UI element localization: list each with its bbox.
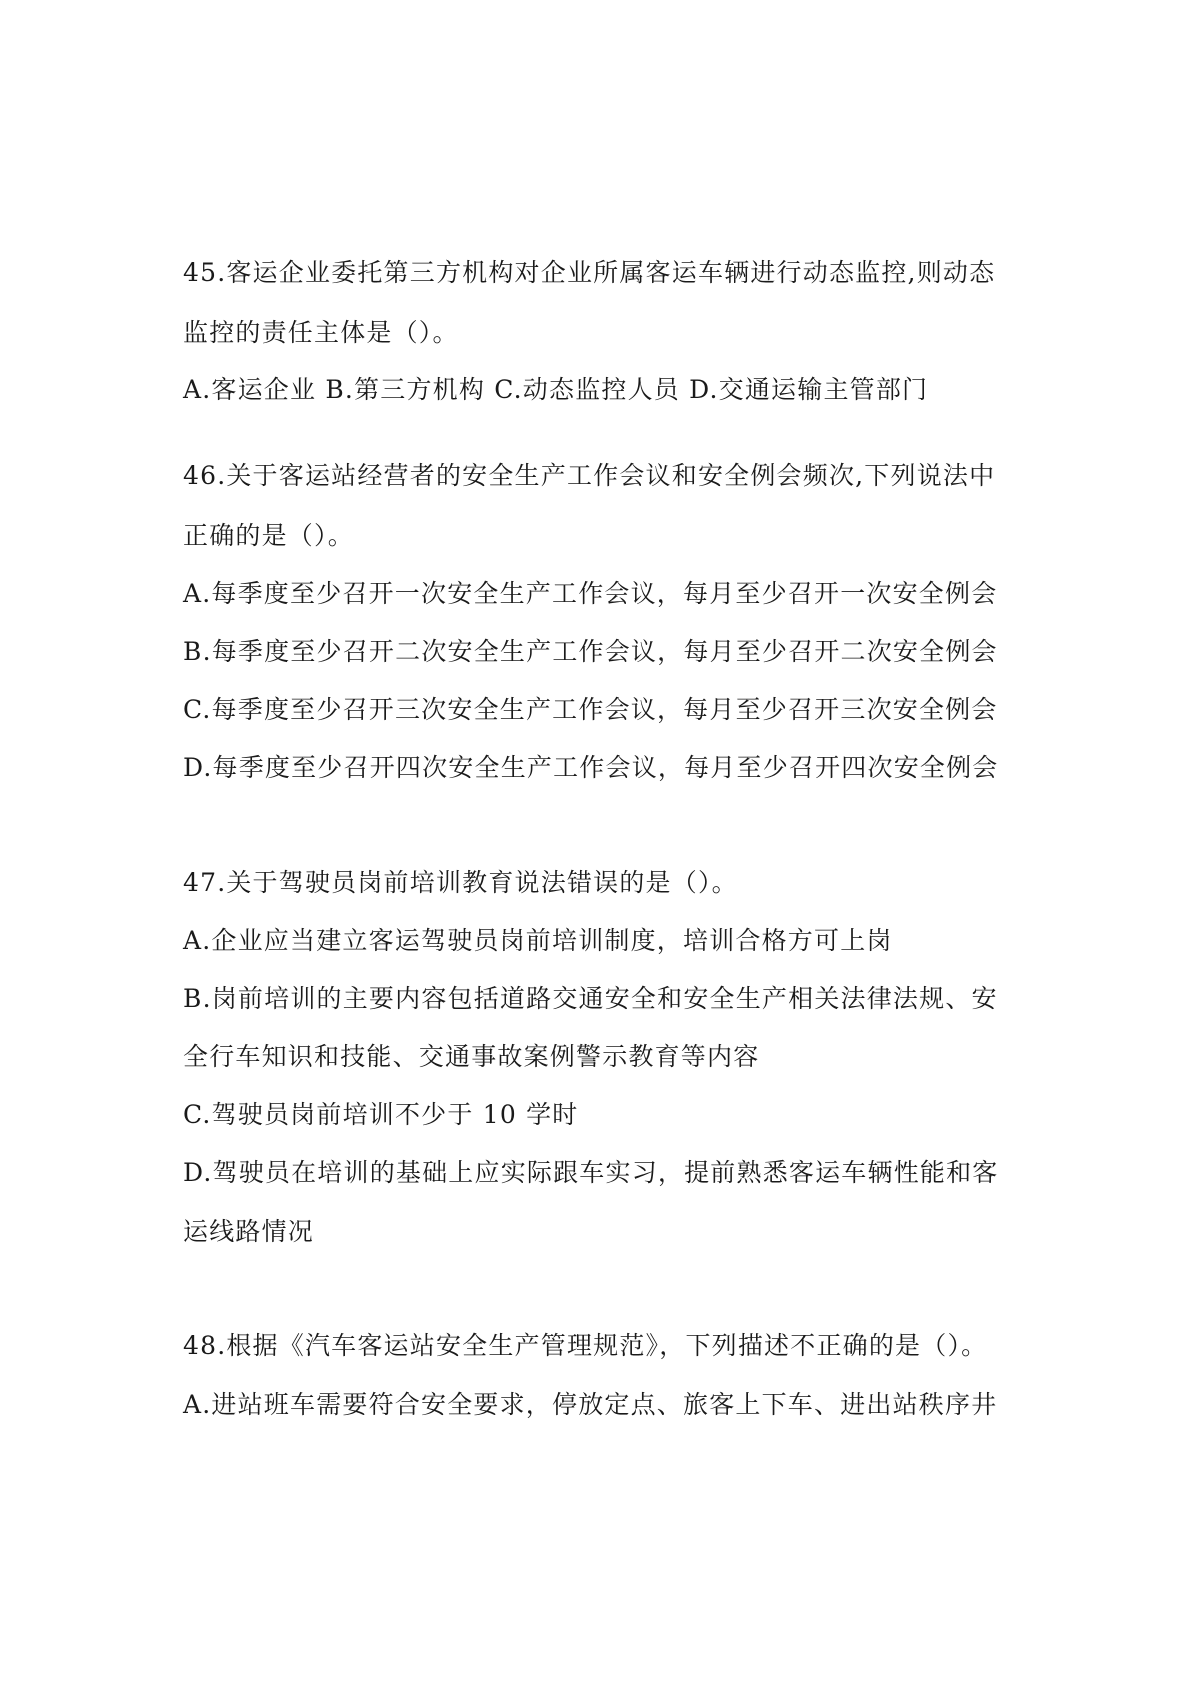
question-48-stem: 48.根据《汽车客运站安全生产管理规范》，下列描述不正确的是（）。 (183, 1331, 988, 1360)
question-47-option-b-line-2: 全行车知识和技能、交通事故案例警示教育等内容 (183, 1042, 760, 1071)
question-46-option-a: A.每季度至少召开一次安全生产工作会议，每月至少召开一次安全例会 (183, 579, 998, 608)
question-46-stem-line-1: 46.关于客运站经营者的安全生产工作会议和安全例会频次,下列说法中 (183, 461, 996, 490)
question-47-option-d-line-2: 运线路情况 (183, 1217, 315, 1246)
question-46-stem-line-2: 正确的是（）。 (183, 521, 354, 550)
question-45-options: A.客运企业 B.第三方机构 C.动态监控人员 D.交通运输主管部门 (183, 375, 929, 404)
question-47-option-c: C.驾驶员岗前培训不少于 10 学时 (183, 1100, 579, 1129)
question-47-option-a: A.企业应当建立客运驾驶员岗前培训制度，培训合格方可上岗 (183, 926, 893, 955)
question-46-option-d: D.每季度至少召开四次安全生产工作会议，每月至少召开四次安全例会 (183, 753, 999, 782)
question-48-option-a-line-1: A.进站班车需要符合安全要求，停放定点、旅客上下车、进出站秩序井 (183, 1390, 998, 1419)
question-46-option-b: B.每季度至少召开二次安全生产工作会议，每月至少召开二次安全例会 (183, 637, 998, 666)
question-45-stem-line-2: 监控的责任主体是（）。 (183, 318, 459, 347)
question-47-option-d-line-1: D.驾驶员在培训的基础上应实际跟车实习，提前熟悉客运车辆性能和客 (183, 1158, 999, 1187)
question-46-option-c: C.每季度至少召开三次安全生产工作会议，每月至少召开三次安全例会 (183, 695, 998, 724)
question-45-stem-line-1: 45.客运企业委托第三方机构对企业所属客运车辆进行动态监控,则动态 (183, 258, 996, 287)
question-47-stem: 47.关于驾驶员岗前培训教育说法错误的是（）。 (183, 868, 738, 897)
question-47-option-b-line-1: B.岗前培训的主要内容包括道路交通安全和安全生产相关法律法规、安 (183, 984, 998, 1013)
